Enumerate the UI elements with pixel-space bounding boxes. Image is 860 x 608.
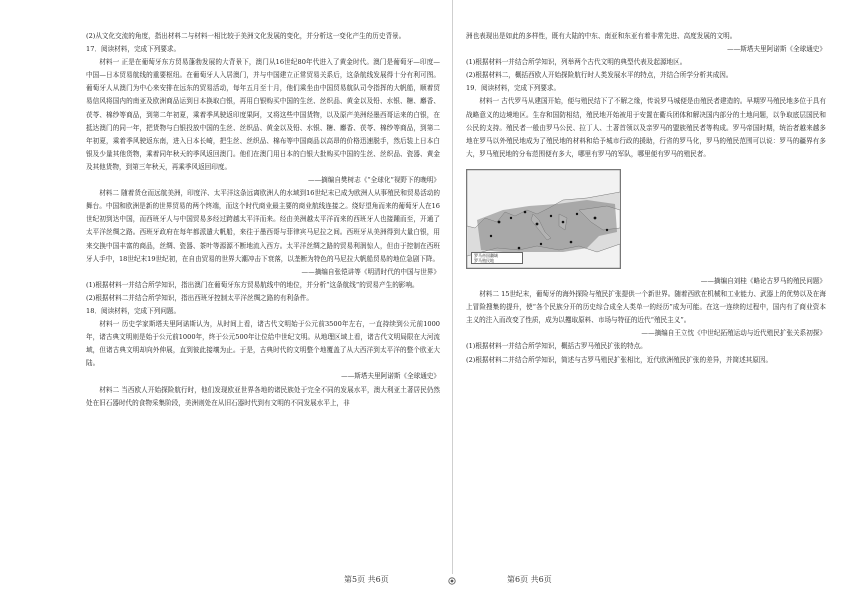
question-17-heading: 17．阅读材料，完成下列要求。 — [86, 45, 181, 54]
q19-part-2: (2)根据材料二并结合所学知识，简述与古罗马殖民扩张相比，近代欧洲殖民扩张的差异，并简述其原因。 — [466, 355, 773, 364]
q17-part-1: (1)根据材料一并结合所学知识，指出澳门在葡萄牙东方贸易航线中的地位，并分析“这条航线”的贸易产生的影响。 — [86, 280, 419, 289]
left-column — [86, 30, 440, 410]
page-number-left: 第5页 共6页 — [344, 575, 389, 584]
q19-material-1-source: ——摘编自刘桂《略论古罗马的殖民问题》 — [700, 276, 826, 285]
q19-material-2-source: ——摘编自王立忱《中世纪拓殖运动与近代殖民扩张关系初探》 — [641, 329, 826, 338]
map-legend-empire: 罗马帝国疆域 — [474, 252, 498, 258]
registration-mark-icon — [448, 577, 456, 585]
q18-material-2-continued: 洲也表现出是如此的多样性，既有大陆的中东、南亚和东亚有着非常先进、高度发展的文明。 — [466, 32, 737, 40]
question-18-heading: 18．阅读材料，完成下列问题。 — [86, 306, 181, 315]
map-legend — [471, 252, 523, 264]
q18-part-2: (2)根据材料二，概括西欧人开始探险航行时人类发展水平的特点，并结合所学分析其成因。 — [466, 71, 733, 80]
q17-material-2-source: ——摘编自张铠讲等《明清时代的中国与世界》 — [301, 267, 440, 276]
right-column — [466, 30, 826, 367]
q18-material-2-source: ——斯塔夫里阿诺斯《全球通史》 — [727, 45, 826, 54]
q17-material-1-source: ——摘编自樊树志《“全球化”视野下的晚明》 — [307, 176, 440, 185]
q17-material-2: 材料二 随着货仓而远航美洲，印度洋、太平洋这条远离欧洲人的水域到16世纪末已成为欧洲人从事殖民和贸易活动的舞台。中国和欧洲是新的世界贸易的两个终端，而这个时代商业最主要的商业航线连接之。绕好望角而来的葡萄牙人在16世纪初到达中国，而西班牙人与中国贸易多经过跨越太平洋而来。经由美洲越太平洋而来的西班牙人也接踵而至，开通了太平洋丝绸之路。西班牙政府在每年都派遣大帆船，来往于墨西哥与菲律宾马尼拉之间。西班牙从美洲得到大量白银，用来交换中国丰富的商品，丝绸、瓷器、茶叶等源源不断地流入西方。太平洋丝绸之路的贸易利润惊人，但由于控制在西班牙人手中，18世纪末19世纪初，在自由贸易的世界大潮冲击下衰落，以垄断为特色的马尼拉大帆船贸易的地位急剧下降。 — [86, 189, 440, 263]
q18-material-2: 材料二 当西欧人开始探险航行时，他们发现欧亚世界各地的诸民族处于完全不同的发展水平，澳大利亚土著居民仍然处在旧石器时代的食物采集阶段，美洲则处在从旧石器时代到有文明的不同发展水平上，非 — [86, 385, 440, 407]
q17-material-1: 材料一 正是在葡萄牙东方贸易蓬勃发展的大背景下，澳门从16世纪80年代进入了黄金时代。澳门是葡萄牙—印度—中国—日本贸易航线的重要枢纽。在葡萄牙人入居澳门，并与中国建立正常贸易关系后，这条航线发展得十分有利可图。葡萄牙人从澳门为中心来安排在远东的贸易活动，每年五月至十月，他们乘坐由中国贸易航队司令指挥的大帆船，顺着贸易信风将国内的南亚及欧洲商品运到日本换取白银，再用白银购买中国的生丝、丝织品、黄金以及铅、水银、糖、麝香、茯苓、棉纱等商品，到第二年初夏，乘着季风驶返印度果阿，又将这些中国货物，以及原产美洲经墨西哥运来的白银，在抵达澳门的同一年，把货物与白银投放中国的生丝、丝织品、黄金以及铅、水银、糖、麝香、茯苓、棉纱等商品，到第二年初夏，乘着季风驶返东南，进入日本长崎，把生丝、丝织品、棉布等中国商品以高昂的价格迅速脱手，然后装上日本白银及少量其他货物，乘着同年秋天的季风返回澳门。他们在澳门用日本的白银大批购买中国的生丝、丝织品、瓷器、黄金及其他货物，到第三年秋天，再乘季风返回印度。 — [86, 58, 440, 171]
q18-material-1-source: ——斯塔夫里阿诺斯《全球通史》 — [341, 372, 440, 381]
q17-part-2: (2)根据材料二并结合所学知识，指出西班牙控制太平洋丝绸之路的有利条件。 — [86, 293, 313, 302]
page-number-right: 第6页 共6页 — [507, 575, 552, 584]
q19-material-1: 材料一 古代罗马从建国开始，便与殖民结下了不解之缘，传说罗马城便是由殖民者建造的。早期罗马殖民地多位于具有战略意义的边境地区。生存和国防相结，殖民地开始被用于安置在衢兵团体和解决国内部分的土地问题，以争取底层国民和公民的支持。殖民者一般由罗马公民、拉丁人、土著首领以及亲罗马的盟族殖民者等构成。罗马帝国时期，统治者越来越多地在罗马以外殖民地成为了殖民地的材料和给予城市行政的援助，行省的罗马化，罗马的殖民范围可以说：罗马的疆界有多大，罗马殖民地的分布范围便有多大，哪里有罗马的军队，哪里便有罗马的殖民者。 — [466, 97, 826, 158]
q18-part-1: (1)根据材料一并结合所学知识，列举两个古代文明的典型代表及起源地区。 — [466, 58, 687, 67]
q19-material-2: 材料二 15世纪末，葡萄牙的海外探险与殖民扩张提供一个新世界。随着西欧在机械和工业能力、武器上的优势以及在海上冒险搜集的提升，使“各个民族分开的历史综合成全人类单一的经历”成为可能。在这一连续的过程中，国内有了商业资本主义的注入而改变了性质，成为以攫取原料、市场与特征的近代“殖民主义”。 — [466, 290, 826, 325]
map-legend-colony: 罗马殖民地 — [474, 258, 494, 264]
q19-part-1: (1)根据材料一并结合所学知识，概括古罗马殖民扩张的特点。 — [466, 342, 647, 351]
question-19-heading: 19．阅读材料，完成下列要求。 — [466, 84, 561, 93]
column-divider — [452, 0, 453, 574]
q18-material-1: 材料一 历史学家斯塔夫里阿诺斯认为，从时间上看，诸古代文明始于公元前3500年左右，一直持续到公元前1000年，诸古典文明则是始于公元前1000年，终于公元500年让位给中世纪文明。从地理区域上看，诸古代文明局限在大河流域，但诸古典文明却向外伸展，直到彼此接壤为止。于是，古典时代的文明整个地覆盖了从大西洋到太平洋的整个欧亚大陆。 — [86, 320, 440, 368]
roman-colonies-map — [466, 169, 621, 269]
question-16-part-2: (2)从文化交流的角度，指出材料二与材料一相比较于美洲文化发展的变化，并分析这一变化产生的历史背景。 — [86, 32, 406, 40]
